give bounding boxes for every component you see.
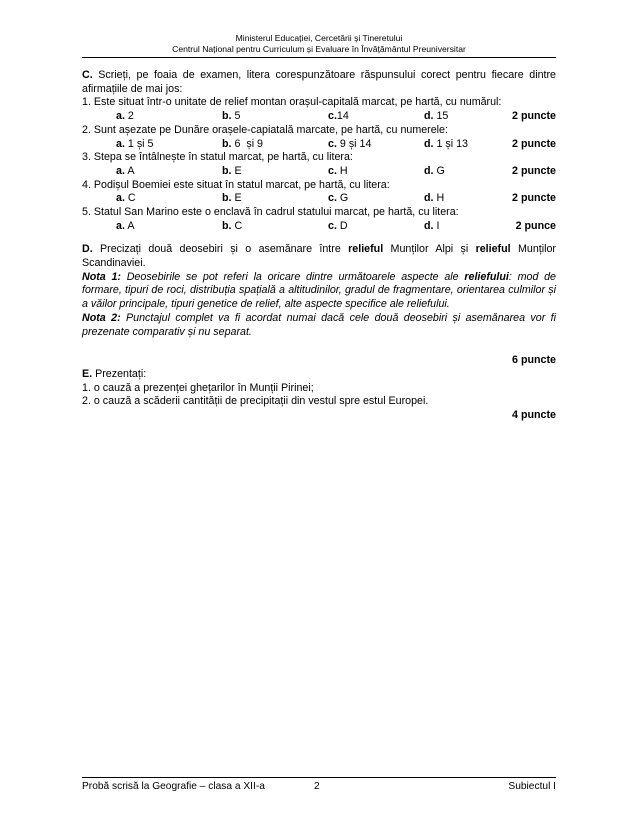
question-1-points: 2 puncte xyxy=(512,110,556,123)
option-a xyxy=(116,220,134,234)
option-c xyxy=(328,110,349,124)
question-4-text: 4. Podișul Boemiei este situat în statul marcat, pe hartă, cu litera: xyxy=(82,178,390,191)
option-letter: a. xyxy=(116,110,125,123)
section-c-intro xyxy=(82,69,556,96)
section-c-instruction: Scrieți, pe foaia de examen, litera corespunzătoare răspunsului corect pentru fiecare dintre afirmațiile de mai jos: xyxy=(82,69,556,95)
option-value: G xyxy=(436,164,445,177)
section-d-text-part: Precizați două deosebiri și o asemănare între xyxy=(100,243,341,256)
note-1-text: : mod de formare, tipuri de roci, distribuția spațială a altitudinilor, gradul de fragmentare, orientarea culmilor și a văilor principale, tipuri genetice de relief, alte aspecte specifice ale reliefului. xyxy=(82,270,556,311)
note-1 xyxy=(82,271,556,312)
section-e-item-1: 1. o cauză a prezenței ghețarilor în Munții Pirinei; xyxy=(82,381,314,394)
option-letter: a. xyxy=(116,164,125,177)
option-value: A xyxy=(127,219,135,232)
question-1-options xyxy=(82,110,556,124)
section-c-letter: C. xyxy=(82,69,93,81)
question-1-text: 1. Este situat într-o unitate de relief montan orașul-capitală marcat, pe hartă, cu numărul: xyxy=(82,96,502,109)
page-footer xyxy=(82,781,556,795)
section-d-text-part: Munților Alpi și xyxy=(390,243,469,256)
option-letter: c. xyxy=(328,110,337,123)
page-header xyxy=(82,33,556,55)
option-letter: a. xyxy=(116,219,125,232)
option-value: 15 xyxy=(436,110,449,123)
option-a xyxy=(116,165,134,179)
option-c xyxy=(328,192,348,206)
option-letter: d. xyxy=(424,192,434,205)
option-value: C xyxy=(127,192,136,205)
section-d-keyword: relieful xyxy=(475,243,511,256)
question-4-options xyxy=(82,192,556,206)
question-2-text: 2. Sunt așezate pe Dunăre orașele-capiatală marcate, pe hartă, cu numerele: xyxy=(82,123,448,136)
option-value: H xyxy=(339,164,348,177)
option-letter: d. xyxy=(424,110,434,123)
section-d-keyword: relieful xyxy=(348,243,384,256)
option-a xyxy=(116,192,136,206)
option-letter: d. xyxy=(424,137,434,150)
section-d-points: 6 puncte xyxy=(512,354,556,367)
question-5-points: 2 punce xyxy=(515,219,556,232)
section-e-instruction: Prezentați: xyxy=(95,367,147,380)
section-d-letter: D. xyxy=(82,243,93,256)
option-d xyxy=(424,110,448,124)
option-value: H xyxy=(436,192,445,205)
question-2-points: 2 puncte xyxy=(512,137,556,150)
option-d xyxy=(424,192,444,206)
option-value: 1 și 5 xyxy=(127,137,154,150)
page-content xyxy=(82,69,556,423)
option-value: 14 xyxy=(336,110,349,123)
option-letter: b. xyxy=(222,110,232,123)
option-letter: a. xyxy=(116,137,125,150)
option-letter: c. xyxy=(328,219,337,232)
question-5-text: 5. Statul San Marino este o enclavă în cadrul statului marcat, pe hartă, cu litera: xyxy=(82,205,459,218)
option-letter: b. xyxy=(222,137,232,150)
header-divider xyxy=(82,57,556,58)
option-letter: d. xyxy=(424,164,434,177)
option-c xyxy=(328,220,348,234)
option-value: 9 și 14 xyxy=(339,137,372,150)
option-d xyxy=(424,165,445,179)
option-value: E xyxy=(234,164,242,177)
option-letter: a. xyxy=(116,192,125,205)
header-ministry: Ministerul Educației, Cercetării și Tineretului xyxy=(235,33,403,43)
note-1-keyword: reliefului xyxy=(464,270,509,283)
question-4-points: 2 puncte xyxy=(512,192,556,205)
option-a xyxy=(116,138,153,152)
option-value: E xyxy=(234,192,242,205)
section-d-task xyxy=(82,243,556,270)
option-letter: b. xyxy=(222,219,232,232)
option-d xyxy=(424,220,439,234)
spacer xyxy=(82,339,556,354)
option-c xyxy=(328,165,348,179)
option-letter: b. xyxy=(222,164,232,177)
option-b xyxy=(222,138,263,152)
option-value: 5 xyxy=(234,110,241,123)
header-center: Centrul Național pentru Curriculum și Evaluare în Învățământul Preuniversitar xyxy=(172,44,466,54)
option-letter: b. xyxy=(222,192,232,205)
option-value: D xyxy=(339,219,348,232)
question-2-options xyxy=(82,138,556,152)
option-b xyxy=(222,192,242,206)
option-value: A xyxy=(127,164,135,177)
option-value: 2 xyxy=(127,110,134,123)
section-e-intro xyxy=(82,368,556,382)
spacer xyxy=(82,233,556,243)
section-e-points: 4 puncte xyxy=(512,409,556,422)
question-3-options xyxy=(82,165,556,179)
note-1-label: Nota 1: xyxy=(82,270,121,283)
option-letter: d. xyxy=(424,219,434,232)
option-b xyxy=(222,110,240,124)
option-letter: c. xyxy=(328,137,337,150)
option-letter: c. xyxy=(328,192,337,205)
option-a xyxy=(116,110,134,124)
question-3-text: 3. Stepa se întâlnește în statul marcat, pe hartă, cu litera: xyxy=(82,151,353,164)
option-value: 1 și 13 xyxy=(436,137,468,150)
option-value: 6 și 9 xyxy=(234,137,263,150)
question-5-options xyxy=(82,220,556,234)
footer-subject: Subiectul I xyxy=(508,781,556,792)
note-2 xyxy=(82,312,556,339)
note-1-text: Deosebirile se pot referi la oricare dintre următoarele aspecte ale xyxy=(126,270,459,283)
option-letter: c. xyxy=(328,164,337,177)
option-d xyxy=(424,138,468,152)
footer-divider xyxy=(82,777,556,778)
section-e-letter: E. xyxy=(82,367,93,380)
option-value: G xyxy=(339,192,349,205)
option-b xyxy=(222,220,242,234)
section-d-text-part: Munților Scandinaviei. xyxy=(82,243,556,270)
option-c xyxy=(328,138,371,152)
note-2-label: Nota 2: xyxy=(82,311,121,324)
option-value: I xyxy=(436,219,440,232)
footer-page-number: 2 xyxy=(314,781,320,792)
option-b xyxy=(222,165,242,179)
option-value: C xyxy=(234,219,243,232)
question-3-points: 2 puncte xyxy=(512,164,556,177)
section-e-item-2: 2. o cauză a scăderii cantității de precipitații din vestul spre estul Europei. xyxy=(82,395,429,408)
footer-exam-title: Probă scrisă la Geografie – clasa a XII-a xyxy=(82,781,265,792)
note-2-text: Punctajul complet va fi acordat numai dacă cele două deosebiri și asemănarea vor fi prezenate comparativ și nu separat. xyxy=(82,311,556,338)
